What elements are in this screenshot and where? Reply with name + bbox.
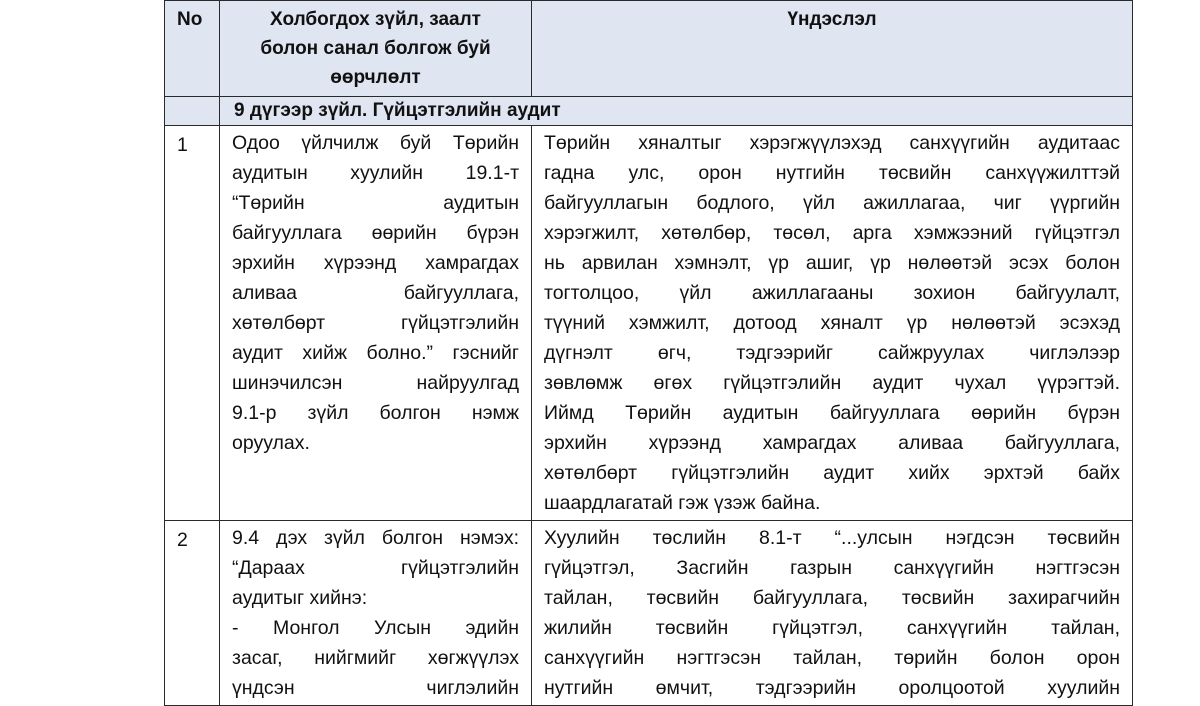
header-subject-line: болон санал болгож буй <box>260 38 491 59</box>
text-line: байгууллагын бодлого, үйл ажиллагаа, чиг үүргийн <box>544 192 1120 214</box>
text-line: аудит хийж болно.” гэснийг <box>232 342 519 364</box>
text-line: эрхийн хүрээнд хамрагдах аливаа байгууллага, <box>544 432 1120 454</box>
text-line: нь арвилан хэмнэлт, үр ашиг, үр нөлөөтэй эсэх болон <box>544 252 1120 274</box>
table-row <box>165 521 1133 706</box>
text-line: Иймд Төрийн аудитын байгууллага өөрийн бүрэн <box>544 402 1120 424</box>
text-line: 9.1-р зүйл болгон нэмж <box>232 402 519 424</box>
text-line: аливаа байгууллага, <box>232 282 519 304</box>
amendment-table <box>164 0 1133 706</box>
text-line: үндсэн чиглэлийн <box>232 677 519 699</box>
text-line: засаг, нийгмийг хөгжүүлэх <box>232 647 519 669</box>
row-subject <box>220 521 532 706</box>
text-line: гадна улс, орон нутгийн төсвийн санхүүжилттэй <box>544 162 1120 184</box>
text-line: - Монгол Улсын эдийн <box>232 617 519 639</box>
text-line: түүний хэмжилт, дотоод хяналт үр нөлөөтэй эсэхэд <box>544 312 1120 334</box>
text-line: хэрэгжилт, хөтөлбөр, төсөл, арга хэмжээний гүйцэтгэл <box>544 222 1120 244</box>
text-line: “Дараах гүйцэтгэлийн <box>232 557 519 579</box>
row-basis <box>532 521 1133 706</box>
text-line: оруулах. <box>232 432 310 454</box>
text-line: 9.4 дэх зүйл болгон нэмэх: <box>232 527 519 549</box>
text-line: жилийн төсвийн гүйцэтгэл, санхүүгийн тайлан, <box>544 617 1120 639</box>
text-line: Хуулийн төслийн 8.1-т “...улсын нэгдсэн төсвийн <box>544 527 1120 549</box>
text-line: аудитыг хийнэ: <box>232 587 368 609</box>
text-line: эрхийн хүрээнд хамрагдах <box>232 252 519 274</box>
section-row <box>165 97 1133 126</box>
row-subject <box>220 126 532 521</box>
header-basis: Үндэслэл <box>532 1 1133 97</box>
header-subject-line: Холбогдох зүйл, заалт <box>270 9 481 30</box>
header-subject <box>220 1 532 97</box>
table-row <box>165 126 1133 521</box>
text-line: хөтөлбөрт гүйцэтгэлийн аудит хийх эрхтэй байх <box>544 462 1120 484</box>
text-line: хөтөлбөрт гүйцэтгэлийн <box>232 312 519 334</box>
text-line: тогтолцоо, үйл ажиллагааны зохион байгуулалт, <box>544 282 1120 304</box>
text-line: дүгнэлт өгч, тэдгээрийг сайжруулах чиглэлээр <box>544 342 1120 364</box>
section-title: 9 дүгээр зүйл. Гүйцэтгэлийн аудит <box>220 97 1133 126</box>
row-basis <box>532 126 1133 521</box>
text-line: санхүүгийн нэгтгэсэн тайлан, төрийн болон орон <box>544 647 1120 669</box>
text-line: “Төрийн аудитын <box>232 192 519 214</box>
text-line: Төрийн хяналтыг хэрэгжүүлэхэд санхүүгийн аудитаас <box>544 132 1120 154</box>
header-no: No <box>165 1 220 97</box>
text-line: шаардлагатай гэж үзэж байна. <box>544 492 821 514</box>
text-line: Одоо үйлчилж буй Төрийн <box>232 132 519 154</box>
header-subject-line: өөрчлөлт <box>330 67 421 88</box>
text-line: байгууллага өөрийн бүрэн <box>232 222 519 244</box>
text-line: тайлан, төсвийн байгууллага, төсвийн захирагчийн <box>544 587 1120 609</box>
text-line: аудитын хуулийн 19.1-т <box>232 162 519 184</box>
row-number: 2 <box>165 521 220 706</box>
table-header-row <box>165 1 1133 97</box>
section-no-cell <box>165 97 220 126</box>
row-number: 1 <box>165 126 220 521</box>
text-line: зөвлөмж өгөх гүйцэтгэлийн аудит чухал үүрэгтэй. <box>544 372 1120 394</box>
text-line: гүйцэтгэл, Засгийн газрын санхүүгийн нэгтгэсэн <box>544 557 1120 579</box>
text-line: нутгийн өмчит, тэдгээрийн оролцоотой хуулийн <box>544 677 1120 699</box>
text-line: шинэчилсэн найруулгад <box>232 372 519 394</box>
